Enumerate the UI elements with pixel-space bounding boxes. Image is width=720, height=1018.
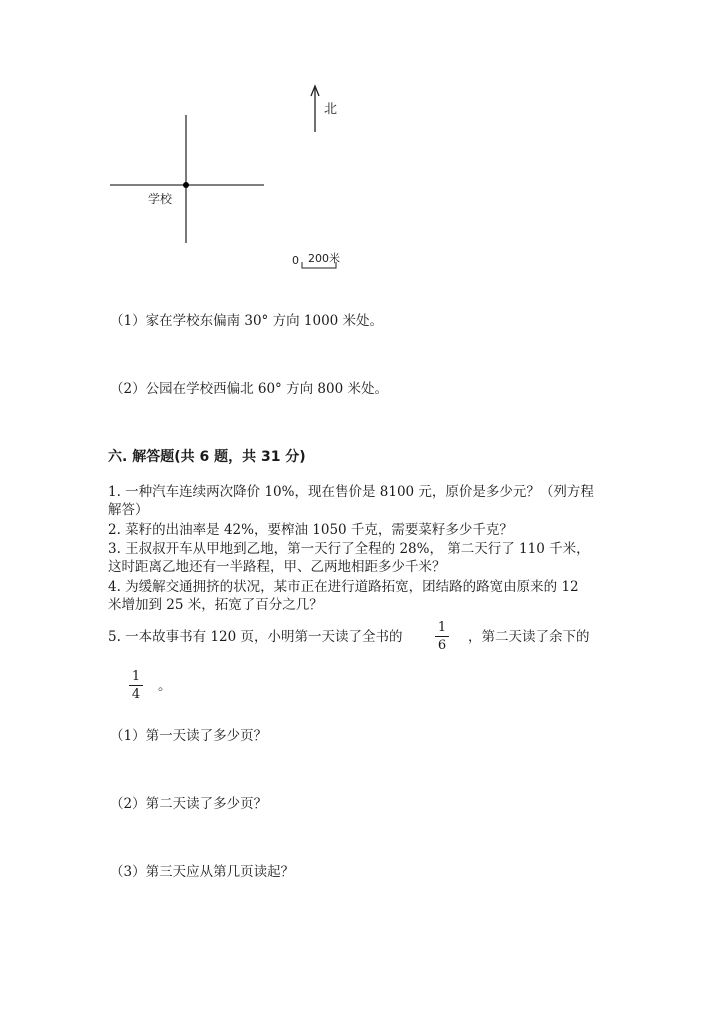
problem-1-line-1: 1. 一种汽车连续两次降价 10%，现在售价是 8100 元，原价是多少元？（列方程 <box>108 484 594 500</box>
map-question-1: （1）家在学校东偏南 30° 方向 1000 米处。 <box>110 313 384 329</box>
problem-5-part-2: ，第二天读了余下的 <box>468 629 590 645</box>
problem-1-line-2: 解答） <box>108 502 149 518</box>
problem-4-line-1: 4. 为缓解交通拥挤的状况，某市正在进行道路拓宽，团结路的路宽由原来的 12 <box>108 579 579 595</box>
problem-3-line-2: 这时距离乙地还有一半路程，甲、乙两地相距多少千米？ <box>108 559 446 575</box>
problem-2: 2. 菜籽的出油率是 42%，要榨油 1050 千克，需要菜籽多少千克？ <box>108 522 513 538</box>
problem-4-line-2: 米增加到 25 米，拓宽了百分之几？ <box>108 597 323 613</box>
problem-3-line-1: 3. 王叔叔开车从甲地到乙地，第一天行了全程的 28%， 第二天行了 110 千米， <box>108 541 590 557</box>
fraction-bar <box>435 636 449 637</box>
school-label: 学校 <box>148 192 173 206</box>
fraction-numerator: 1 <box>437 620 447 635</box>
fraction-one-sixth <box>435 620 449 653</box>
fraction-bar <box>129 685 143 686</box>
problem-5-part-1: 5. 一本故事书有 120 页，小明第一天读了全书的 <box>108 629 403 645</box>
sub-question-1: （1）第一天读了多少页？ <box>110 728 268 744</box>
north-label: 北 <box>324 102 338 117</box>
scale-zero-label: 0 <box>292 254 299 267</box>
school-direction-diagram <box>0 0 720 280</box>
fraction-numerator: 1 <box>131 669 141 684</box>
school-point <box>183 182 189 188</box>
fraction-one-quarter <box>129 669 143 702</box>
section-title: 六. 解答题(共 6 题，共 31 分) <box>108 449 306 465</box>
fraction-denominator: 4 <box>131 687 141 702</box>
fraction-denominator: 6 <box>437 638 447 653</box>
sub-question-3: （3）第三天应从第几页读起？ <box>110 864 295 880</box>
scale-distance-label: 200米 <box>308 252 340 265</box>
sub-question-2: （2）第二天读了多少页？ <box>110 796 268 812</box>
problem-5-end: 。 <box>158 678 172 694</box>
map-question-2: （2）公园在学校西偏北 60° 方向 800 米处。 <box>110 381 388 397</box>
